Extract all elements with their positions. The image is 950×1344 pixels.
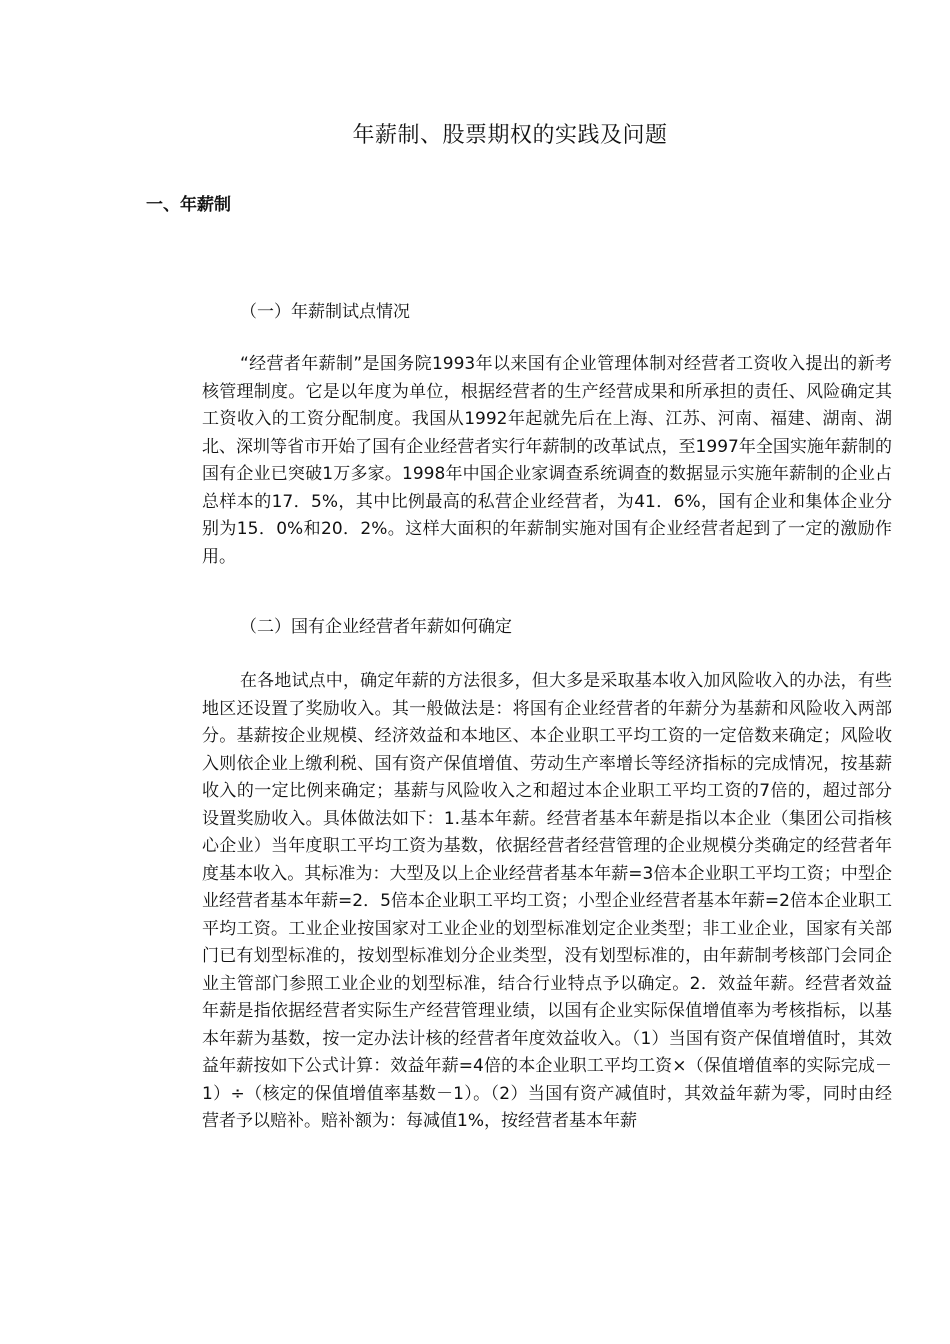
paragraph-pilot-situation: “经营者年薪制”是国务院1993年以来国有企业管理体制对经营者工资收入提出的新考核管理制度。它是以年度为单位，根据经营者的生产经营成果和所承担的责任、风险确定其工资收入的工资分配制度。我国从1992年起就先后在上海、江苏、河南、福建、湖南、湖北、深圳等省市开始了国有企业经营者实行年薪制的改革试点，至1997年全国实施年薪制的国有企业已突破1万多家。1998年中国企业家调查系统调查的数据显示实施年薪制的企业占总样本的17．5%，其中比例最高的私营企业经营者，为41．6%，国有企业和集体企业分别为15．0%和20．2%。这样大面积的年薪制实施对国有企业经营者起到了一定的激励作用。 <box>202 354 892 567</box>
subsection-heading-determination: （二）国有企业经营者年薪如何确定 <box>240 617 512 637</box>
subsection-heading-pilot: （一）年薪制试点情况 <box>240 302 410 322</box>
section-heading-salary-system: 一、年薪制 <box>146 195 231 215</box>
paragraph-salary-determination: 在各地试点中，确定年薪的方法很多，但大多是采取基本收入加风险收入的办法，有些地区还设置了奖励收入。其一般做法是：将国有企业经营者的年薪分为基薪和风险收入两部分。基薪按企业规模、经济效益和本地区、本企业职工平均工资的一定倍数来确定；风险收入则依企业上缴利税、国有资产保值增值、劳动生产率增长等经济指标的完成情况，按基薪收入的一定比例来确定；基薪与风险收入之和超过本企业职工平均工资的7倍的，超过部分设置奖励收入。具体做法如下：1.基本年薪。经营者基本年薪是指以本企业（集团公司指核心企业）当年度职工平均工资为基数，依据经营者经营管理的企业规模分类确定的经营者年度基本收入。其标准为：大型及以上企业经营者基本年薪=3倍本企业职工平均工资；中型企业经营者基本年薪=2．5倍本企业职工平均工资；小型企业经营者基本年薪=2倍本企业职工平均工资。工业企业按国家对工业企业的划型标准划定企业类型；非工业企业，国家有关部门已有划型标准的，按划型标准划分企业类型，没有划型标准的，由年薪制考核部门会同企业主管部门参照工业企业的划型标准，结合行业特点予以确定。2．效益年薪。经营者效益年薪是指依据经营者实际生产经营管理业绩，以国有企业实际保值增值率为考核指标，以基本年薪为基数，按一定办法计核的经营者年度效益收入。（1）当国有资产保值增值时，其效益年薪按如下公式计算：效益年薪=4倍的本企业职工平均工资×（保值增值率的实际完成－1）÷（核定的保值增值率基数－1）。（2）当国有资产减值时，其效益年薪为零，同时由经营者予以赔补。赔补额为：每减值1%，按经营者基本年薪 <box>202 671 892 1131</box>
document-title: 年薪制、股票期权的实践及问题 <box>352 123 668 148</box>
